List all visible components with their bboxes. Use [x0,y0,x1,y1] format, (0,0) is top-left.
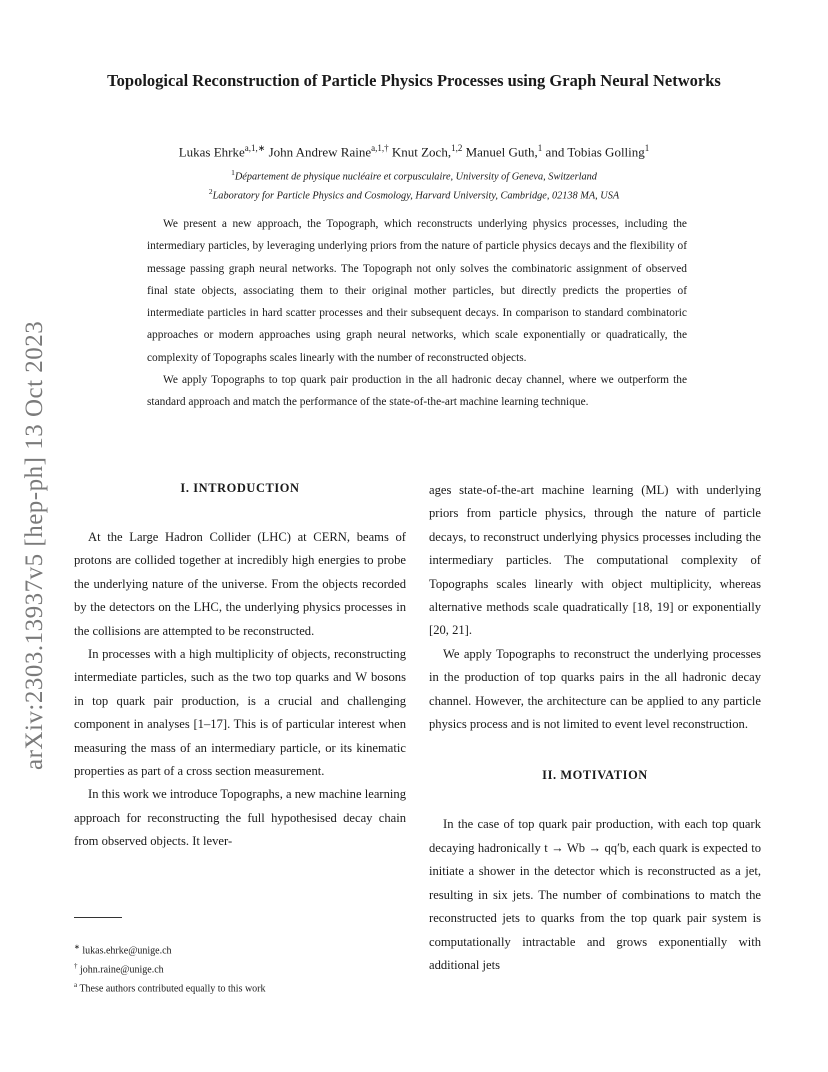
section-heading-motivation: II. MOTIVATION [542,768,648,783]
author-marks: 1 [537,143,543,153]
body-paragraph: We apply Topographs to reconstruct the underlying processes in the production of top quarks pairs in the all hadronic decay channel. However, the architecture can be applied to any particle physics process and is not limited to event level reconstruction. [429,646,761,732]
author-marks: 1,2 [451,143,463,153]
body-paragraph-continued: ages state-of-the-art machine learning (ML) with underlying priors from particle physics, through the nature of particle decays, to reconstruct underlying physics processes including the intermediary particles. The computational complexity of Topographs scales linearly with object multiplicity, whereas alternative methods scale quadratically [18, 19] or exponentially [20, 21]. [429,483,761,638]
author-marks: a,1,† [371,143,389,153]
abstract-paragraph: We present a new approach, the Topograph, which reconstructs underlying physics processes, including the intermediary particles, by leveraging underlying priors from the nature of particle physics decays and the flexibility of message passing graph neural networks. The Topograph not only solves the combinatoric assignment of observed final state objects, associating them to their original mother particles, but directly predicts the properties of intermediate particles in hard scatter processes and their subsequent decays. In comparison to standard combinatoric approaches or modern approaches using graph neural networks, which scale exponentially or quadratically, the complexity of Topographs scales linearly with the number of reconstructed objects. [147,218,687,364]
footnote-mark: † [74,961,78,970]
author: Knut Zoch, [391,144,452,160]
body-paragraph: At the Large Hadron Collider (LHC) at CERN, beams of protons are collided together at incredibly high energies to probe the underlying nature of the universe. From the objects recorded by the detectors on the LHC, the underlying physics processes in the collisions are attempted to be reconstructed. [74,530,406,638]
left-column [74,477,406,854]
footnote [74,959,404,978]
affiliation-mark: 1 [231,168,235,177]
affiliation [80,185,748,203]
footnote-text: john.raine@unige.ch [80,964,164,976]
author: Lukas Ehrke [178,144,245,160]
body-paragraph: In the case of top quark pair production, with each top quark decaying hadronically t → Wb → qq′b, each quark is expected to initiate a shower in the detector which is reconstructed as a jet, resulting in six jets. The number of combinations to match the reconstructed jets to quarks from the top quark pair system is computationally intractable and grows exponentially with additional jets [429,817,761,972]
author-marks: a,1,∗ [244,143,266,153]
footnote-rule [74,917,122,918]
footnote-text: lukas.ehrke@unige.ch [82,945,172,957]
author: and Tobias Golling [545,144,645,160]
author: John Andrew Raine [268,144,372,160]
affiliation-text: Laboratory for Particle Physics and Cosmology, Harvard University, Cambridge, 02138 MA, USA [212,190,620,202]
footnote-mark: ∗ [74,943,80,951]
footnotes [74,940,404,996]
paper-title: Topological Reconstruction of Particle Physics Processes using Graph Neural Networks [107,71,721,90]
right-column [429,479,761,977]
footnote [74,940,404,959]
affiliation [80,166,748,184]
abstract-paragraph: We apply Topographs to top quark pair production in the all hadronic decay channel, where we outperform the standard approach and match the performance of the state-of-the-art machine learning technique. [147,374,687,409]
footnote [74,978,404,997]
arxiv-identifier-stamp: arXiv:2303.13937v5 [hep-ph] 13 Oct 2023 [21,320,48,770]
abstract [147,213,687,414]
affiliation-text: Département de physique nucléaire et corpusculaire, University of Geneva, Switzerland [234,171,597,183]
affiliation-mark: 2 [208,187,213,196]
author-list [80,139,748,161]
footnote-mark: a [74,980,78,989]
body-paragraph: In this work we introduce Topographs, a new machine learning approach for reconstructing the full hypothesised decay chain from observed objects. It lever- [74,787,406,849]
footnote-text: These authors contributed equally to this work [79,982,266,994]
author-marks: 1 [644,143,650,153]
author: Manuel Guth, [465,144,538,160]
body-paragraph: In processes with a high multiplicity of objects, reconstructing intermediate particles, such as the two top quarks and W bosons in top quark pair production, is a crucial and challenging component in analyses [1–17]. This is of particular interest when measuring the mass of an intermediary particle, or its kinematic properties as part of a cross section measurement. [74,647,406,779]
section-heading-introduction: I. INTRODUCTION [180,481,300,495]
